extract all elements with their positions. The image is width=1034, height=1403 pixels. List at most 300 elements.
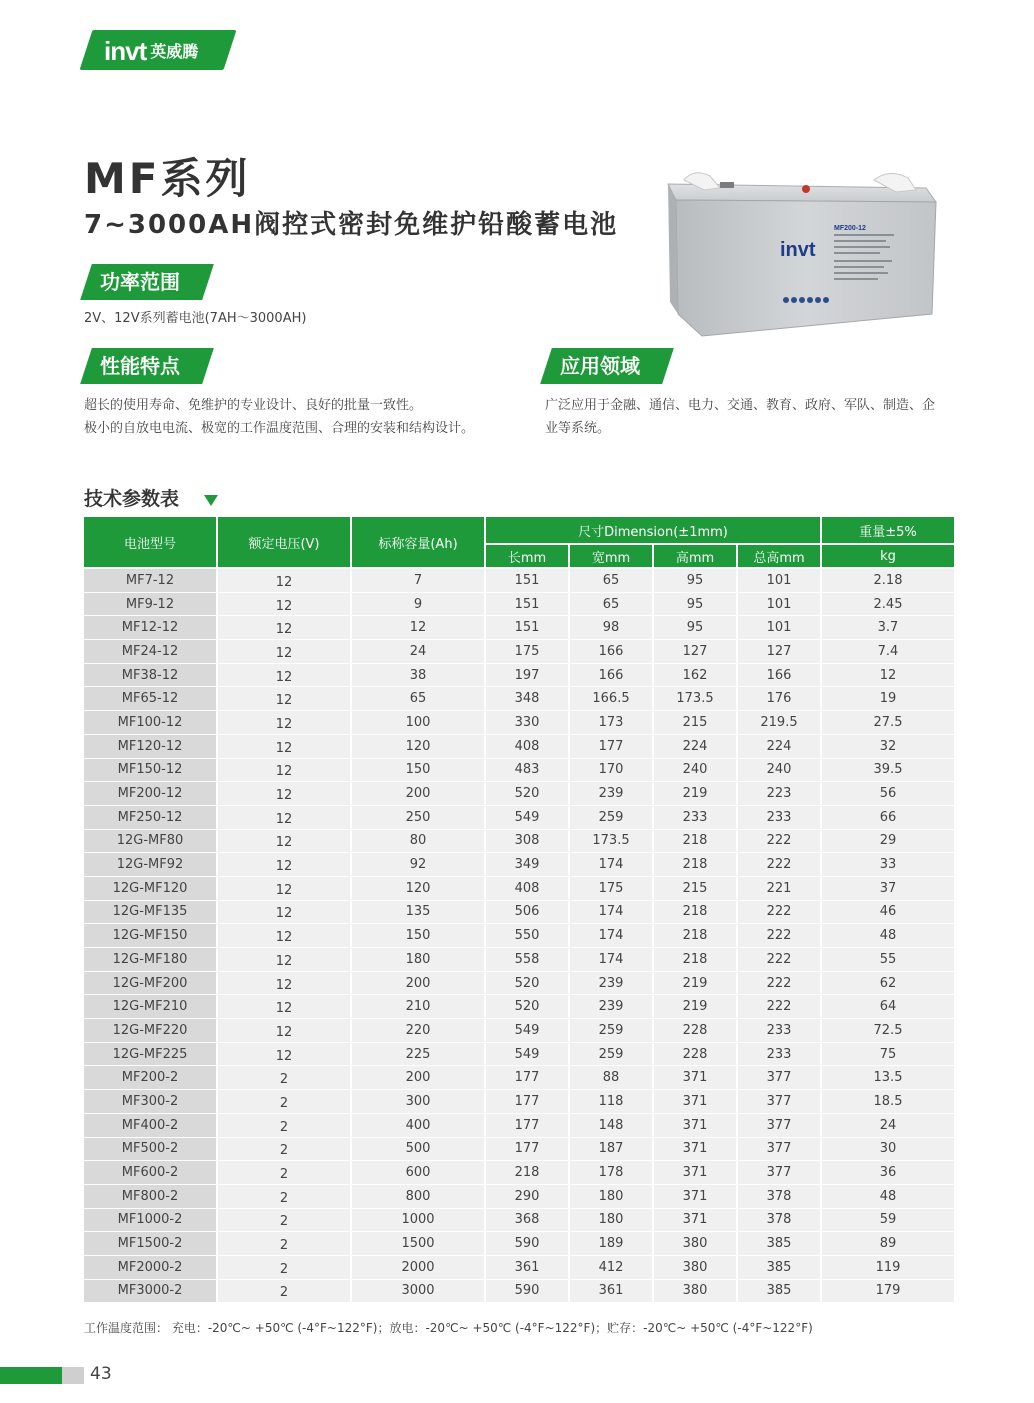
cell-length: 177	[486, 1114, 568, 1138]
cell-capacity: 12	[352, 616, 484, 640]
cell-total-height: 377	[738, 1114, 820, 1138]
battery-model-label: MF200-12	[834, 225, 866, 232]
cell-width: 177	[570, 735, 652, 759]
cell-weight: 30	[822, 1138, 954, 1162]
cell-weight: 13.5	[822, 1066, 954, 1090]
cell-height: 218	[654, 901, 736, 925]
temperature-footnote: 工作温度范围： 充电：-20℃~ +50℃ (-4°F~122°F)；放电：-20℃~ +50℃ (-4°F~122°F)；贮存：-20℃~ +50℃ (-4°F~122°F)	[84, 1321, 813, 1335]
header-voltage: 额定电压(V)	[218, 517, 350, 569]
cell-width: 180	[570, 1209, 652, 1233]
cell-width: 259	[570, 806, 652, 830]
cell-weight: 48	[822, 924, 954, 948]
header-model: 电池型号	[84, 517, 216, 569]
header-width: 宽mm	[570, 545, 652, 569]
cell-weight: 27.5	[822, 711, 954, 735]
cell-model: MF1000-2	[84, 1209, 216, 1233]
cell-capacity: 400	[352, 1114, 484, 1138]
header-height: 高mm	[654, 545, 736, 569]
footer-bar-accent	[62, 1367, 84, 1384]
cell-total-height: 127	[738, 640, 820, 664]
cell-voltage: 2	[218, 1280, 350, 1304]
cell-length: 549	[486, 1019, 568, 1043]
cell-capacity: 7	[352, 569, 484, 593]
cell-capacity: 24	[352, 640, 484, 664]
table-row	[84, 1066, 954, 1090]
applications-line-2: 业等系统。	[545, 421, 611, 436]
table-row	[84, 901, 954, 925]
logo-cn: 英威腾	[150, 44, 199, 61]
cell-height: 162	[654, 664, 736, 688]
cell-model: MF120-12	[84, 735, 216, 759]
cell-total-height: 166	[738, 664, 820, 688]
cell-weight: 48	[822, 1185, 954, 1209]
cell-width: 412	[570, 1256, 652, 1280]
features-tag	[80, 348, 208, 384]
cell-capacity: 210	[352, 995, 484, 1019]
cell-model: 12G-MF180	[84, 948, 216, 972]
cell-total-height: 219.5	[738, 711, 820, 735]
logo-brand: invt	[104, 36, 147, 66]
cell-voltage: 12	[218, 948, 350, 972]
cell-model: MF200-2	[84, 1066, 216, 1090]
cell-total-height: 222	[738, 901, 820, 925]
cell-length: 506	[486, 901, 568, 925]
cell-length: 520	[486, 995, 568, 1019]
cell-model: MF150-12	[84, 759, 216, 783]
cell-length: 348	[486, 687, 568, 711]
cell-model: 12G-MF225	[84, 1043, 216, 1067]
cell-voltage: 12	[218, 711, 350, 735]
power-range-text: 2V、12V系列蓄电池(7AH～3000AH)	[84, 311, 307, 326]
cell-voltage: 2	[218, 1066, 350, 1090]
cell-length: 550	[486, 924, 568, 948]
spec-table-body	[84, 569, 954, 1303]
cell-total-height: 176	[738, 687, 820, 711]
cell-total-height: 222	[738, 972, 820, 996]
logo	[104, 36, 198, 66]
table-row	[84, 830, 954, 854]
cell-model: MF65-12	[84, 687, 216, 711]
footer-bar	[0, 1367, 62, 1384]
cell-voltage: 12	[218, 759, 350, 783]
cell-total-height: 378	[738, 1185, 820, 1209]
cell-total-height: 222	[738, 830, 820, 854]
cell-model: MF24-12	[84, 640, 216, 664]
cell-width: 173	[570, 711, 652, 735]
header-total-height: 总高mm	[738, 545, 820, 569]
table-row	[84, 616, 954, 640]
cell-height: 371	[654, 1090, 736, 1114]
cell-capacity: 38	[352, 664, 484, 688]
cell-height: 228	[654, 1043, 736, 1067]
cell-capacity: 500	[352, 1138, 484, 1162]
cell-length: 558	[486, 948, 568, 972]
cell-height: 380	[654, 1232, 736, 1256]
applications-tag-label: 应用领域	[560, 354, 640, 378]
cell-width: 174	[570, 853, 652, 877]
cell-width: 65	[570, 569, 652, 593]
cell-total-height: 378	[738, 1209, 820, 1233]
battery-brand: invt	[780, 239, 816, 261]
cell-model: 12G-MF92	[84, 853, 216, 877]
applications-line-1: 广泛应用于金融、通信、电力、交通、教育、政府、军队、制造、企	[545, 398, 936, 413]
cell-model: MF500-2	[84, 1138, 216, 1162]
cell-height: 95	[654, 593, 736, 617]
cell-model: MF9-12	[84, 593, 216, 617]
applications-tag	[540, 348, 668, 384]
cell-total-height: 233	[738, 1043, 820, 1067]
page-subtitle: 7~3000AH阀控式密封免维护铅酸蓄电池	[84, 210, 619, 240]
cell-weight: 46	[822, 901, 954, 925]
cell-width: 175	[570, 877, 652, 901]
cell-width: 170	[570, 759, 652, 783]
cell-width: 173.5	[570, 830, 652, 854]
cell-weight: 29	[822, 830, 954, 854]
cell-width: 166.5	[570, 687, 652, 711]
cell-height: 218	[654, 830, 736, 854]
table-row	[84, 853, 954, 877]
cell-weight: 179	[822, 1280, 954, 1304]
cell-capacity: 80	[352, 830, 484, 854]
cell-voltage: 12	[218, 593, 350, 617]
table-row	[84, 1161, 954, 1185]
cell-total-height: 101	[738, 569, 820, 593]
cell-capacity: 120	[352, 877, 484, 901]
header-length: 长mm	[486, 545, 568, 569]
cell-height: 380	[654, 1280, 736, 1304]
cell-weight: 7.4	[822, 640, 954, 664]
cell-capacity: 92	[352, 853, 484, 877]
cell-voltage: 12	[218, 687, 350, 711]
cell-total-height: 233	[738, 1019, 820, 1043]
cell-model: 12G-MF80	[84, 830, 216, 854]
cell-length: 520	[486, 972, 568, 996]
table-row	[84, 1256, 954, 1280]
cell-height: 371	[654, 1114, 736, 1138]
cell-width: 187	[570, 1138, 652, 1162]
cell-height: 240	[654, 759, 736, 783]
cell-width: 239	[570, 972, 652, 996]
cell-total-height: 222	[738, 995, 820, 1019]
cell-total-height: 223	[738, 782, 820, 806]
cell-model: MF100-12	[84, 711, 216, 735]
cell-total-height: 377	[738, 1161, 820, 1185]
cell-weight: 72.5	[822, 1019, 954, 1043]
cell-model: MF38-12	[84, 664, 216, 688]
cell-model: MF12-12	[84, 616, 216, 640]
cell-width: 178	[570, 1161, 652, 1185]
features-line-1: 超长的使用寿命、免维护的专业设计、良好的批量一致性。	[84, 398, 423, 413]
cell-model: MF1500-2	[84, 1232, 216, 1256]
cell-capacity: 65	[352, 687, 484, 711]
cell-total-height: 385	[738, 1232, 820, 1256]
cell-model: 12G-MF150	[84, 924, 216, 948]
cell-voltage: 12	[218, 853, 350, 877]
cell-model: 12G-MF200	[84, 972, 216, 996]
cell-length: 361	[486, 1256, 568, 1280]
page-number: 43	[90, 1364, 112, 1384]
cell-capacity: 1000	[352, 1209, 484, 1233]
spec-table-title: 技术参数表	[84, 488, 180, 510]
cell-width: 148	[570, 1114, 652, 1138]
cell-height: 219	[654, 972, 736, 996]
cell-length: 330	[486, 711, 568, 735]
cell-height: 371	[654, 1209, 736, 1233]
cell-width: 65	[570, 593, 652, 617]
table-row	[84, 1019, 954, 1043]
cell-model: 12G-MF220	[84, 1019, 216, 1043]
cell-total-height: 101	[738, 593, 820, 617]
cell-voltage: 12	[218, 569, 350, 593]
cell-weight: 19	[822, 687, 954, 711]
cell-weight: 64	[822, 995, 954, 1019]
cell-width: 361	[570, 1280, 652, 1304]
cell-capacity: 600	[352, 1161, 484, 1185]
cell-height: 95	[654, 569, 736, 593]
header-weight-unit: kg	[822, 545, 954, 569]
cell-model: 12G-MF210	[84, 995, 216, 1019]
battery-product-image	[664, 164, 944, 344]
cell-length: 308	[486, 830, 568, 854]
cell-length: 151	[486, 569, 568, 593]
cell-total-height: 224	[738, 735, 820, 759]
cell-weight: 32	[822, 735, 954, 759]
cell-length: 349	[486, 853, 568, 877]
cell-capacity: 225	[352, 1043, 484, 1067]
cell-capacity: 100	[352, 711, 484, 735]
cell-voltage: 12	[218, 735, 350, 759]
table-row	[84, 782, 954, 806]
table-row	[84, 1114, 954, 1138]
cell-weight: 12	[822, 664, 954, 688]
cell-model: MF3000-2	[84, 1280, 216, 1304]
cell-voltage: 12	[218, 830, 350, 854]
table-row	[84, 924, 954, 948]
cell-length: 177	[486, 1090, 568, 1114]
cell-model: MF250-12	[84, 806, 216, 830]
cell-voltage: 2	[218, 1232, 350, 1256]
cell-total-height: 240	[738, 759, 820, 783]
cell-width: 88	[570, 1066, 652, 1090]
cell-height: 228	[654, 1019, 736, 1043]
cell-total-height: 377	[738, 1066, 820, 1090]
cell-capacity: 135	[352, 901, 484, 925]
cell-length: 177	[486, 1066, 568, 1090]
cell-weight: 37	[822, 877, 954, 901]
cell-height: 218	[654, 948, 736, 972]
cell-voltage: 2	[218, 1114, 350, 1138]
cell-model: MF600-2	[84, 1161, 216, 1185]
cell-width: 174	[570, 901, 652, 925]
table-row	[84, 948, 954, 972]
features-tag-label: 性能特点	[100, 354, 180, 378]
header-dimension: 尺寸Dimension(±1mm)	[486, 517, 820, 545]
cell-capacity: 300	[352, 1090, 484, 1114]
cell-capacity: 180	[352, 948, 484, 972]
table-row	[84, 640, 954, 664]
cell-length: 549	[486, 1043, 568, 1067]
cell-height: 380	[654, 1256, 736, 1280]
cell-length: 408	[486, 735, 568, 759]
cell-voltage: 2	[218, 1161, 350, 1185]
cell-total-height: 222	[738, 924, 820, 948]
features-line-2: 极小的自放电电流、极宽的工作温度范围、合理的安装和结构设计。	[84, 421, 475, 436]
cell-total-height: 385	[738, 1256, 820, 1280]
cell-height: 371	[654, 1161, 736, 1185]
cell-weight: 18.5	[822, 1090, 954, 1114]
cell-weight: 2.45	[822, 593, 954, 617]
cell-height: 127	[654, 640, 736, 664]
cell-weight: 62	[822, 972, 954, 996]
table-row	[84, 1280, 954, 1304]
table-row	[84, 759, 954, 783]
cell-weight: 55	[822, 948, 954, 972]
cell-width: 180	[570, 1185, 652, 1209]
cell-voltage: 12	[218, 782, 350, 806]
cell-voltage: 12	[218, 1043, 350, 1067]
cell-length: 290	[486, 1185, 568, 1209]
cell-capacity: 200	[352, 972, 484, 996]
cell-capacity: 220	[352, 1019, 484, 1043]
cell-total-height: 377	[738, 1090, 820, 1114]
table-row	[84, 1209, 954, 1233]
table-row	[84, 664, 954, 688]
cell-width: 239	[570, 995, 652, 1019]
table-row	[84, 1232, 954, 1256]
cell-voltage: 12	[218, 995, 350, 1019]
cell-total-height: 233	[738, 806, 820, 830]
cell-length: 151	[486, 616, 568, 640]
power-range-tag	[80, 264, 208, 300]
cell-total-height: 221	[738, 877, 820, 901]
cell-model: MF200-12	[84, 782, 216, 806]
cell-weight: 59	[822, 1209, 954, 1233]
cell-width: 189	[570, 1232, 652, 1256]
cell-length: 197	[486, 664, 568, 688]
table-row	[84, 1185, 954, 1209]
cell-weight: 39.5	[822, 759, 954, 783]
table-row	[84, 687, 954, 711]
cell-width: 259	[570, 1019, 652, 1043]
cell-length: 549	[486, 806, 568, 830]
cell-length: 151	[486, 593, 568, 617]
cell-weight: 3.7	[822, 616, 954, 640]
cell-capacity: 200	[352, 782, 484, 806]
cell-voltage: 2	[218, 1138, 350, 1162]
cell-length: 520	[486, 782, 568, 806]
page-title: MF系列	[84, 154, 251, 203]
cell-weight: 89	[822, 1232, 954, 1256]
cell-voltage: 12	[218, 924, 350, 948]
table-row	[84, 995, 954, 1019]
cell-model: 12G-MF120	[84, 877, 216, 901]
triangle-down-icon	[204, 495, 218, 506]
cell-model: MF300-2	[84, 1090, 216, 1114]
cell-weight: 36	[822, 1161, 954, 1185]
spec-table	[82, 517, 956, 1303]
cell-weight: 2.18	[822, 569, 954, 593]
cell-capacity: 200	[352, 1066, 484, 1090]
cell-capacity: 9	[352, 593, 484, 617]
cell-model: MF400-2	[84, 1114, 216, 1138]
table-row	[84, 569, 954, 593]
cell-weight: 66	[822, 806, 954, 830]
cell-voltage: 12	[218, 901, 350, 925]
table-row	[84, 1138, 954, 1162]
cell-total-height: 222	[738, 948, 820, 972]
cell-height: 95	[654, 616, 736, 640]
cell-total-height: 377	[738, 1138, 820, 1162]
cell-width: 118	[570, 1090, 652, 1114]
cell-height: 215	[654, 877, 736, 901]
cell-total-height: 385	[738, 1280, 820, 1304]
cell-total-height: 222	[738, 853, 820, 877]
cell-total-height: 101	[738, 616, 820, 640]
cell-voltage: 2	[218, 1256, 350, 1280]
table-row	[84, 1043, 954, 1067]
cell-voltage: 12	[218, 806, 350, 830]
cell-capacity: 800	[352, 1185, 484, 1209]
cell-weight: 75	[822, 1043, 954, 1067]
cell-length: 175	[486, 640, 568, 664]
cell-height: 233	[654, 806, 736, 830]
cell-height: 218	[654, 924, 736, 948]
cell-voltage: 12	[218, 972, 350, 996]
cell-height: 371	[654, 1066, 736, 1090]
cell-height: 218	[654, 853, 736, 877]
cell-model: MF7-12	[84, 569, 216, 593]
cell-length: 368	[486, 1209, 568, 1233]
table-row	[84, 711, 954, 735]
cell-capacity: 2000	[352, 1256, 484, 1280]
cell-height: 219	[654, 782, 736, 806]
cell-length: 590	[486, 1232, 568, 1256]
cell-model: MF800-2	[84, 1185, 216, 1209]
cell-weight: 33	[822, 853, 954, 877]
cell-length: 590	[486, 1280, 568, 1304]
table-row	[84, 593, 954, 617]
cell-length: 408	[486, 877, 568, 901]
cell-weight: 119	[822, 1256, 954, 1280]
cell-height: 371	[654, 1185, 736, 1209]
cell-model: MF2000-2	[84, 1256, 216, 1280]
cell-width: 259	[570, 1043, 652, 1067]
cell-length: 218	[486, 1161, 568, 1185]
table-row	[84, 877, 954, 901]
cell-voltage: 12	[218, 616, 350, 640]
table-row	[84, 806, 954, 830]
cell-width: 98	[570, 616, 652, 640]
cell-width: 166	[570, 664, 652, 688]
cell-weight: 56	[822, 782, 954, 806]
cell-voltage: 2	[218, 1185, 350, 1209]
cell-capacity: 150	[352, 759, 484, 783]
cell-capacity: 120	[352, 735, 484, 759]
cell-height: 371	[654, 1138, 736, 1162]
cell-capacity: 3000	[352, 1280, 484, 1304]
header-weight: 重量±5%	[822, 517, 954, 545]
cell-model: 12G-MF135	[84, 901, 216, 925]
cell-weight: 24	[822, 1114, 954, 1138]
cell-length: 483	[486, 759, 568, 783]
table-row	[84, 972, 954, 996]
cell-length: 177	[486, 1138, 568, 1162]
cell-voltage: 2	[218, 1209, 350, 1233]
cell-voltage: 12	[218, 640, 350, 664]
cell-voltage: 12	[218, 1019, 350, 1043]
table-row	[84, 1090, 954, 1114]
cell-width: 174	[570, 948, 652, 972]
